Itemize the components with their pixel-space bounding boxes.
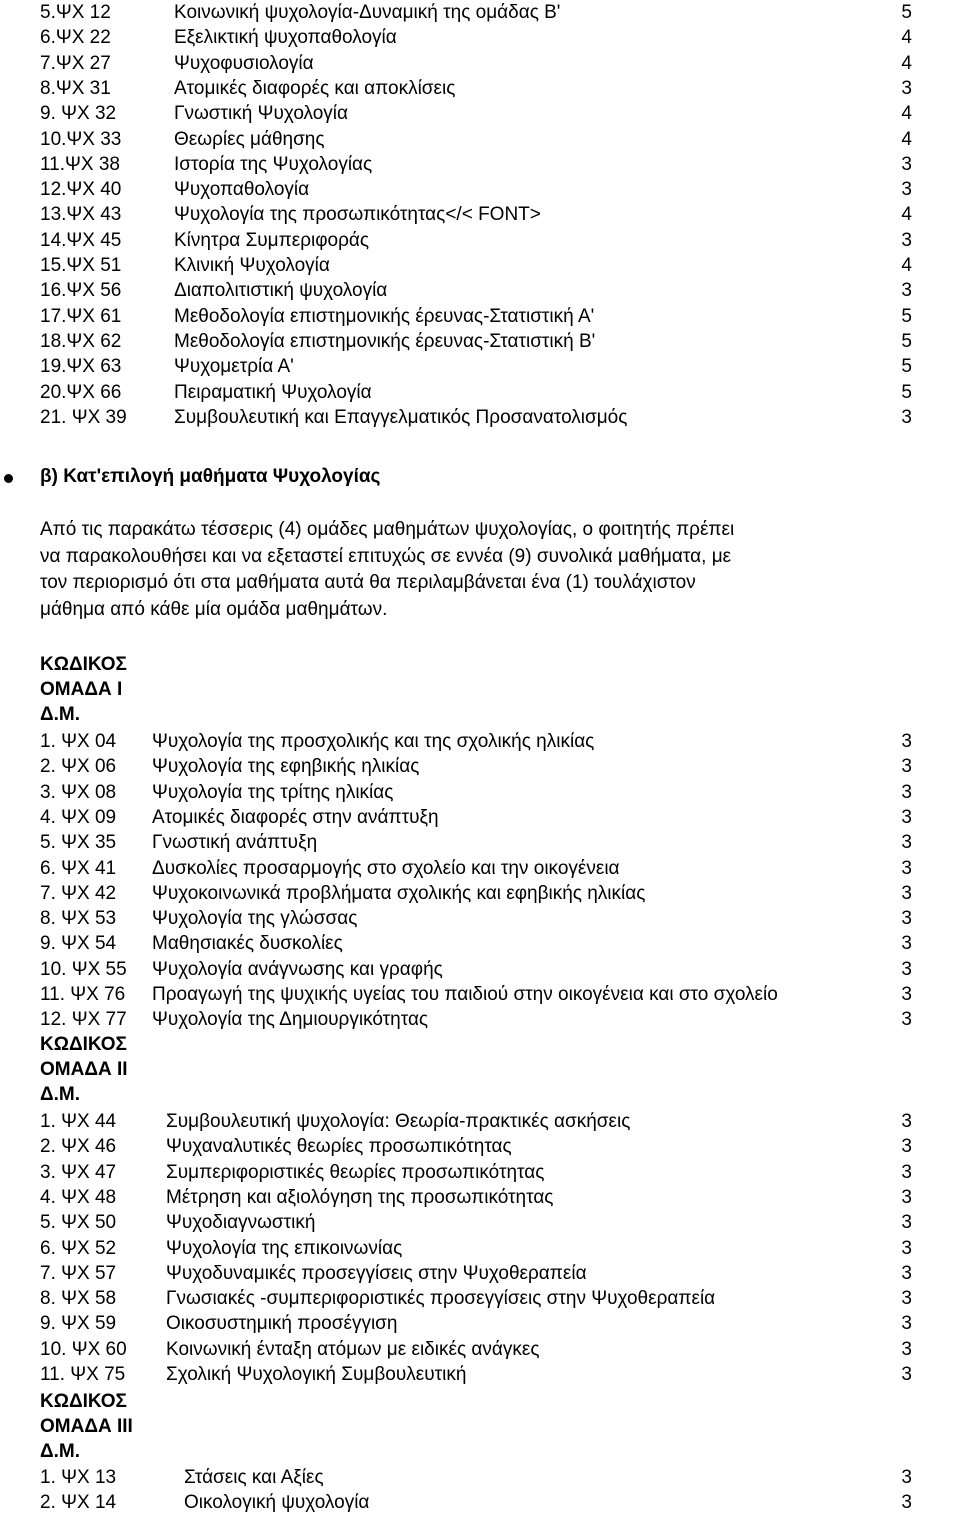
course-code: 11. ΨΧ 76 bbox=[40, 984, 126, 1005]
course-code: 13.ΨΧ 43 bbox=[40, 204, 122, 226]
course-credits: 3 bbox=[901, 1492, 912, 1514]
course-code: 12.ΨΧ 40 bbox=[40, 179, 122, 201]
course-row bbox=[0, 1236, 960, 1261]
course-row bbox=[0, 127, 960, 152]
course-code: 10.ΨΧ 33 bbox=[40, 128, 122, 150]
course-title: Κλινική Ψυχολογία bbox=[174, 255, 330, 276]
course-row bbox=[0, 0, 960, 25]
course-credits: 3 bbox=[901, 731, 912, 752]
course-code: 10. ΨΧ 60 bbox=[40, 1338, 127, 1360]
course-title: Ατομικές διαφορές και αποκλίσεις bbox=[174, 77, 456, 99]
course-title: Ψυχοφυσιολογία bbox=[174, 52, 314, 74]
course-code: 16.ΨΧ 56 bbox=[40, 280, 122, 302]
course-title: Ψυχαναλυτικές θεωρίες προσωπικότητας bbox=[166, 1136, 512, 1158]
course-title: Θεωρίες μάθησης bbox=[174, 128, 325, 150]
course-row bbox=[0, 304, 960, 329]
course-title: Γνωσιακές -συμπεριφοριστικές προσεγγίσεις στην Ψυχοθεραπεία bbox=[166, 1288, 716, 1310]
course-title: Δυσκολίες προσαρμογής στο σχολείο και την οικογένεια bbox=[152, 857, 620, 879]
course-row bbox=[0, 1311, 960, 1336]
course-row bbox=[0, 1007, 960, 1032]
course-code: 1. ΨΧ 04 bbox=[40, 731, 117, 752]
course-code: 11.ΨΧ 38 bbox=[40, 153, 120, 175]
course-title: Εξελικτική ψυχοπαθολογία bbox=[174, 27, 397, 49]
course-code: 3. ΨΧ 08 bbox=[40, 781, 117, 803]
section-paragraph bbox=[40, 517, 900, 623]
group-3-header bbox=[40, 1389, 240, 1464]
course-row bbox=[0, 982, 960, 1007]
course-credits: 5 bbox=[901, 356, 912, 378]
course-code: 12. ΨΧ 77 bbox=[40, 1009, 127, 1031]
course-credits: 3 bbox=[901, 958, 912, 980]
course-title: Ιστορία της Ψυχολογίας bbox=[174, 153, 373, 175]
course-title: Ψυχολογία της εφηβικής ηλικίας bbox=[152, 756, 420, 778]
course-row bbox=[0, 957, 960, 982]
course-code: 19.ΨΧ 63 bbox=[40, 356, 122, 378]
course-credits: 3 bbox=[901, 806, 912, 828]
course-row bbox=[0, 1490, 960, 1515]
paragraph-line: μάθημα από κάθε μία ομάδα μαθημάτων. bbox=[40, 598, 388, 620]
course-row bbox=[0, 780, 960, 805]
course-row bbox=[0, 329, 960, 354]
course-row bbox=[0, 830, 960, 855]
header-line: ΚΩΔΙΚΟΣ bbox=[40, 1034, 127, 1055]
course-code: 6.ΨΧ 22 bbox=[40, 27, 111, 49]
header-line: ΟΜΑΔΑ ΙΙ bbox=[40, 1059, 128, 1080]
course-title: Ψυχοδυναμικές προσεγγίσεις στην Ψυχοθεραπεία bbox=[166, 1262, 587, 1284]
course-credits: 3 bbox=[901, 153, 912, 175]
course-credits: 3 bbox=[901, 1186, 912, 1208]
course-title: Συμπεριφοριστικές θεωρίες προσωπικότητας bbox=[166, 1161, 545, 1183]
course-title: Ψυχοδιαγνωστική bbox=[166, 1212, 316, 1234]
course-credits: 5 bbox=[901, 2, 912, 23]
course-credits: 4 bbox=[901, 103, 912, 125]
course-credits: 3 bbox=[901, 1111, 912, 1132]
course-title: Ψυχολογία της επικοινωνίας bbox=[166, 1237, 403, 1259]
course-code: 2. ΨΧ 06 bbox=[40, 756, 117, 778]
course-row bbox=[0, 1134, 960, 1159]
course-credits: 3 bbox=[901, 832, 912, 854]
course-credits: 3 bbox=[901, 1288, 912, 1310]
course-credits: 3 bbox=[901, 179, 912, 201]
course-title: Συμβουλευτική και Επαγγελματικός Προσανατολισμός bbox=[174, 406, 628, 428]
course-title: Συμβουλευτική ψυχολογία: Θεωρία-πρακτικές ασκήσεις bbox=[166, 1111, 631, 1132]
course-row bbox=[0, 1286, 960, 1311]
course-row bbox=[0, 1210, 960, 1235]
course-code: 9. ΨΧ 59 bbox=[40, 1313, 117, 1335]
course-row bbox=[0, 278, 960, 303]
course-credits: 3 bbox=[901, 229, 912, 251]
course-title: Ψυχολογία της τρίτης ηλικίας bbox=[152, 781, 394, 803]
course-code: 11. ΨΧ 75 bbox=[40, 1364, 126, 1385]
header-line: ΚΩΔΙΚΟΣ bbox=[40, 1391, 127, 1412]
header-line: ΟΜΑΔΑ ΙΙΙ bbox=[40, 1416, 133, 1437]
course-credits: 3 bbox=[901, 756, 912, 778]
course-title: Μεθοδολογία επιστημονικής έρευνας-Στατιστική Α' bbox=[174, 305, 595, 327]
course-row bbox=[0, 906, 960, 931]
course-title: Μέτρηση και αξιολόγηση της προσωπικότητας bbox=[166, 1186, 554, 1208]
course-row bbox=[0, 729, 960, 754]
course-credits: 4 bbox=[901, 204, 912, 226]
course-title: Ψυχολογία της Δημιουργικότητας bbox=[152, 1009, 429, 1031]
course-row bbox=[0, 1261, 960, 1286]
course-code: 10. ΨΧ 55 bbox=[40, 958, 127, 980]
course-credits: 3 bbox=[901, 1364, 912, 1385]
course-credits: 3 bbox=[901, 77, 912, 99]
paragraph-line: τον περιορισμό ότι στα μαθήματα αυτά θα περιλαμβάνεται ένα (1) τουλάχιστον bbox=[40, 572, 696, 593]
course-title: Πειραματική Ψυχολογία bbox=[174, 381, 372, 403]
header-line: ΟΜΑΔΑ Ι bbox=[40, 679, 123, 700]
course-code: 7.ΨΧ 27 bbox=[40, 52, 111, 74]
section-title: β) Κατ'επιλογή μαθήματα Ψυχολογίας bbox=[40, 466, 381, 487]
course-title: Ατομικές διαφορές στην ανάπτυξη bbox=[152, 806, 439, 828]
course-title: Ψυχολογία της προσωπικότητας</< FONT> bbox=[174, 204, 541, 226]
course-code: 6. ΨΧ 52 bbox=[40, 1237, 117, 1259]
course-credits: 3 bbox=[901, 781, 912, 803]
course-code: 15.ΨΧ 51 bbox=[40, 255, 122, 276]
course-code: 14.ΨΧ 45 bbox=[40, 229, 122, 251]
course-code: 1. ΨΧ 13 bbox=[40, 1467, 117, 1488]
course-credits: 5 bbox=[901, 305, 912, 327]
course-credits: 3 bbox=[901, 1467, 912, 1488]
course-row bbox=[0, 856, 960, 881]
course-row bbox=[0, 1337, 960, 1362]
course-code: 3. ΨΧ 47 bbox=[40, 1161, 117, 1183]
header-line: Δ.Μ. bbox=[40, 1084, 81, 1105]
course-row bbox=[0, 1362, 960, 1387]
course-row bbox=[0, 51, 960, 76]
group-1-header bbox=[40, 652, 240, 727]
course-code: 8. ΨΧ 58 bbox=[40, 1288, 117, 1310]
course-title: Οικολογική ψυχολογία bbox=[184, 1492, 370, 1514]
course-title: Ψυχοκοινωνικά προβλήματα σχολικής και εφηβικής ηλικίας bbox=[152, 882, 646, 904]
course-credits: 3 bbox=[901, 1262, 912, 1284]
course-title: Σχολική Ψυχολογική Συμβουλευτική bbox=[166, 1364, 467, 1385]
course-code: 7. ΨΧ 42 bbox=[40, 882, 117, 904]
course-row bbox=[0, 805, 960, 830]
course-credits: 3 bbox=[901, 1161, 912, 1183]
course-credits: 3 bbox=[901, 1237, 912, 1259]
course-credits: 3 bbox=[901, 1009, 912, 1031]
course-code: 5.ΨΧ 12 bbox=[40, 2, 111, 23]
course-row bbox=[0, 1160, 960, 1185]
course-code: 5. ΨΧ 35 bbox=[40, 832, 117, 854]
course-code: 6. ΨΧ 41 bbox=[40, 857, 117, 879]
course-row bbox=[0, 380, 960, 405]
course-title: Ψυχολογία ανάγνωσης και γραφής bbox=[152, 958, 443, 980]
course-credits: 3 bbox=[901, 1313, 912, 1335]
course-code: 1. ΨΧ 44 bbox=[40, 1111, 117, 1132]
course-row bbox=[0, 405, 960, 430]
header-line: Δ.Μ. bbox=[40, 1441, 81, 1462]
course-code: 4. ΨΧ 48 bbox=[40, 1186, 117, 1208]
course-row bbox=[0, 881, 960, 906]
course-code: 2. ΨΧ 46 bbox=[40, 1136, 117, 1158]
course-credits: 3 bbox=[901, 933, 912, 955]
course-row bbox=[0, 754, 960, 779]
course-title: Ψυχοπαθολογία bbox=[174, 179, 310, 201]
course-row bbox=[0, 1185, 960, 1210]
header-line: ΚΩΔΙΚΟΣ bbox=[40, 654, 127, 675]
course-row bbox=[0, 152, 960, 177]
course-row bbox=[0, 202, 960, 227]
course-code: 7. ΨΧ 57 bbox=[40, 1262, 117, 1284]
course-credits: 3 bbox=[901, 908, 912, 930]
course-title: Κοινωνική ένταξη ατόμων με ειδικές ανάγκες bbox=[166, 1338, 540, 1360]
course-title: Κοινωνική ψυχολογία-Δυναμική της ομάδας Β' bbox=[174, 2, 561, 23]
bullet-icon bbox=[4, 474, 13, 483]
course-row bbox=[0, 1465, 960, 1490]
course-code: 9. ΨΧ 32 bbox=[40, 103, 117, 125]
course-code: 9. ΨΧ 54 bbox=[40, 933, 117, 955]
course-row bbox=[0, 354, 960, 379]
course-title: Γνωστική ανάπτυξη bbox=[152, 832, 318, 854]
group-2-header bbox=[40, 1032, 240, 1107]
course-title: Ψυχολογία της προσχολικής και της σχολικής ηλικίας bbox=[152, 731, 595, 752]
course-credits: 4 bbox=[901, 52, 912, 74]
course-credits: 3 bbox=[901, 406, 912, 428]
course-row bbox=[0, 101, 960, 126]
course-code: 21. ΨΧ 39 bbox=[40, 406, 127, 428]
course-title: Μαθησιακές δυσκολίες bbox=[152, 933, 343, 955]
course-title: Γνωστική Ψυχολογία bbox=[174, 103, 349, 125]
course-code: 18.ΨΧ 62 bbox=[40, 330, 122, 352]
course-credits: 3 bbox=[901, 1212, 912, 1234]
course-title: Κίνητρα Συμπεριφοράς bbox=[174, 229, 370, 251]
course-code: 8. ΨΧ 53 bbox=[40, 908, 117, 930]
course-credits: 3 bbox=[901, 1136, 912, 1158]
paragraph-line: να παρακολουθήσει και να εξεταστεί επιτυχώς σε εννέα (9) συνολικά μαθήματα, με bbox=[40, 545, 732, 567]
course-row bbox=[0, 1109, 960, 1134]
course-title: Στάσεις και Αξίες bbox=[184, 1467, 324, 1488]
course-code: 20.ΨΧ 66 bbox=[40, 381, 122, 403]
course-title: Προαγωγή της ψυχικής υγείας του παιδιού στην οικογένεια και στο σχολείο bbox=[152, 984, 778, 1005]
course-credits: 3 bbox=[901, 857, 912, 879]
course-row bbox=[0, 253, 960, 278]
course-code: 2. ΨΧ 14 bbox=[40, 1492, 117, 1514]
course-row bbox=[0, 228, 960, 253]
course-code: 4. ΨΧ 09 bbox=[40, 806, 117, 828]
course-title: Οικοσυστημική προσέγγιση bbox=[166, 1313, 398, 1335]
course-title: Ψυχολογία της γλώσσας bbox=[152, 908, 358, 930]
course-credits: 3 bbox=[901, 984, 912, 1005]
paragraph-line: Από τις παρακάτω τέσσερις (4) ομάδες μαθημάτων ψυχολογίας, ο φοιτητής πρέπει bbox=[40, 519, 735, 540]
course-code: 8.ΨΧ 31 bbox=[40, 77, 111, 99]
course-row bbox=[0, 76, 960, 101]
course-credits: 4 bbox=[901, 255, 912, 276]
course-title: Μεθοδολογία επιστημονικής έρευνας-Στατιστική Β' bbox=[174, 330, 596, 352]
course-credits: 4 bbox=[901, 128, 912, 150]
course-credits: 4 bbox=[901, 27, 912, 49]
course-row bbox=[0, 25, 960, 50]
course-credits: 5 bbox=[901, 330, 912, 352]
course-code: 5. ΨΧ 50 bbox=[40, 1212, 117, 1234]
course-code: 17.ΨΧ 61 bbox=[40, 305, 122, 327]
course-credits: 3 bbox=[901, 882, 912, 904]
course-credits: 3 bbox=[901, 280, 912, 302]
course-row bbox=[0, 177, 960, 202]
course-credits: 5 bbox=[901, 381, 912, 403]
course-title: Ψυχομετρία Α' bbox=[174, 356, 294, 378]
course-row bbox=[0, 931, 960, 956]
header-line: Δ.Μ. bbox=[40, 704, 81, 725]
course-credits: 3 bbox=[901, 1338, 912, 1360]
course-title: Διαπολιτιστική ψυχολογία bbox=[174, 280, 388, 302]
